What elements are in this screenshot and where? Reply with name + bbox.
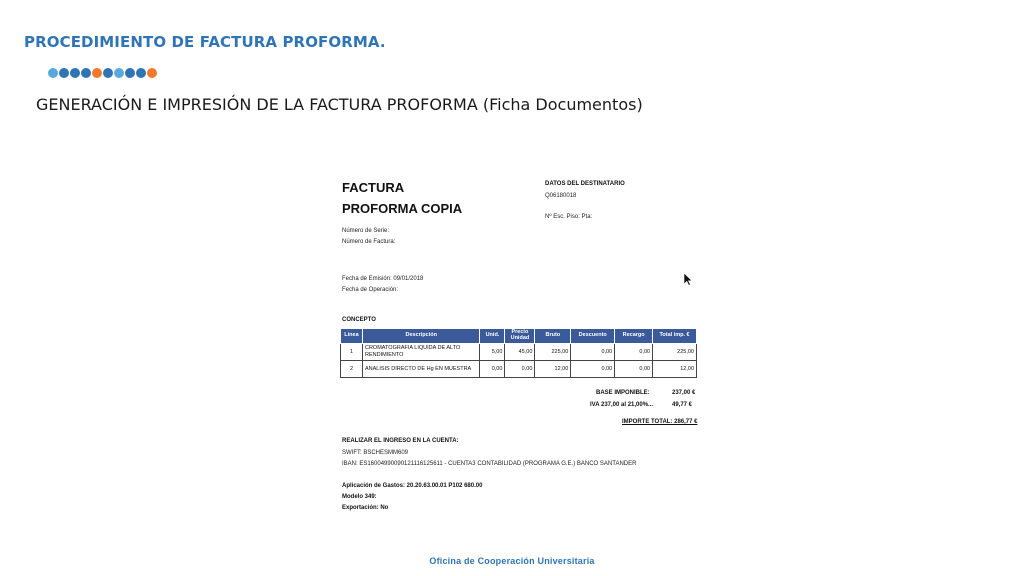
table-row <box>341 343 697 360</box>
decorative-dot <box>70 68 80 78</box>
invoice-table <box>340 328 697 378</box>
footer-organization: Oficina de Cooperación Universitaria <box>429 556 595 566</box>
cell-descripcion: ANALISIS DIRECTO DE Hg EN MUESTRA <box>362 360 480 377</box>
invoice-heading-proforma: PROFORMA COPIA <box>342 201 463 216</box>
recipient-address: Nº Esc. Piso: Pta: <box>545 214 593 220</box>
col-header-linea: Línea <box>341 329 363 344</box>
modelo-349: Modelo 349: <box>342 494 377 500</box>
aplicacion-gastos: Aplicación de Gastos: 20.20.63.00.01 P102 680.00 <box>342 483 483 489</box>
decorative-dot <box>59 68 69 78</box>
recipient-label: DATOS DEL DESTINATARIO <box>545 181 625 187</box>
recipient-id: Q06180018 <box>545 193 577 199</box>
fecha-emision: Fecha de Emisión: 09/01/2018 <box>342 276 424 282</box>
decorative-dot <box>147 68 157 78</box>
cell-precio: 45,00 <box>505 343 535 360</box>
iva-value: 49,77 € <box>672 402 693 408</box>
cell-recargo: 0,00 <box>615 343 653 360</box>
cell-unid: 5,00 <box>480 343 505 360</box>
decorative-dot <box>48 68 58 78</box>
cell-unid: 0,00 <box>480 360 505 377</box>
decorative-dot <box>136 68 146 78</box>
cell-linea: 1 <box>341 343 363 360</box>
col-header-unid: Unid. <box>480 329 505 344</box>
decorative-dot <box>125 68 135 78</box>
slide-subtitle: GENERACIÓN E IMPRESIÓN DE LA FACTURA PROFORMA (Ficha Documentos) <box>36 95 643 114</box>
col-header-descuento: Descuento <box>571 329 615 344</box>
cell-bruto: 12,00 <box>535 360 571 377</box>
table-header-row <box>341 329 697 344</box>
cell-total: 225,00 <box>653 343 697 360</box>
exportacion: Exportación: No <box>342 505 389 511</box>
decorative-dot <box>81 68 91 78</box>
decorative-dot <box>103 68 113 78</box>
importe-total: IMPORTE TOTAL: 286,77 € <box>622 419 698 425</box>
decorative-dot <box>114 68 124 78</box>
ingreso-label: REALIZAR EL INGRESO EN LA CUENTA: <box>342 438 459 444</box>
invoice-document <box>338 172 700 522</box>
serie-label: Número de Serie: <box>342 228 390 234</box>
iban: IBAN: ES16004990090121116125611 - CUENTA3 CONTABILIDAD (PROGRAMA G.E.) BANCO SANTANDER <box>342 461 637 467</box>
col-header-recargo: Recargo <box>615 329 653 344</box>
table-row <box>341 360 697 377</box>
concepto-label: CONCEPTO <box>342 317 376 323</box>
cell-linea: 2 <box>341 360 363 377</box>
col-header-bruto: Bruto <box>535 329 571 344</box>
cell-bruto: 225,00 <box>535 343 571 360</box>
fecha-operacion: Fecha de Operación: <box>342 287 399 293</box>
invoice-heading-factura: FACTURA <box>342 180 405 195</box>
cell-total: 12,00 <box>653 360 697 377</box>
col-header-descripcion: Descripción <box>362 329 480 344</box>
cell-precio: 0,00 <box>505 360 535 377</box>
swift: SWIFT: BSCHESMM609 <box>342 450 409 456</box>
cell-descuento: 0,00 <box>571 360 615 377</box>
col-header-total: Total imp. € <box>653 329 697 344</box>
slide-title: PROCEDIMIENTO DE FACTURA PROFORMA. <box>24 33 386 51</box>
iva-label: IVA 237,00 al 21,00%... <box>590 402 654 408</box>
decorative-dots <box>48 68 157 78</box>
col-header-precio: Precio Unidad <box>505 329 535 344</box>
mouse-pointer-icon <box>683 272 693 286</box>
cell-descripcion: CROMATOGRAFIA LIQUIDA DE ALTO RENDIMIENTO <box>362 343 480 360</box>
decorative-dot <box>92 68 102 78</box>
cell-recargo: 0,00 <box>615 360 653 377</box>
base-imponible-value: 237,00 € <box>672 390 696 396</box>
cell-descuento: 0,00 <box>571 343 615 360</box>
factura-label: Número de Factura: <box>342 239 396 245</box>
base-imponible-label: BASE IMPONIBLE: <box>596 390 650 396</box>
